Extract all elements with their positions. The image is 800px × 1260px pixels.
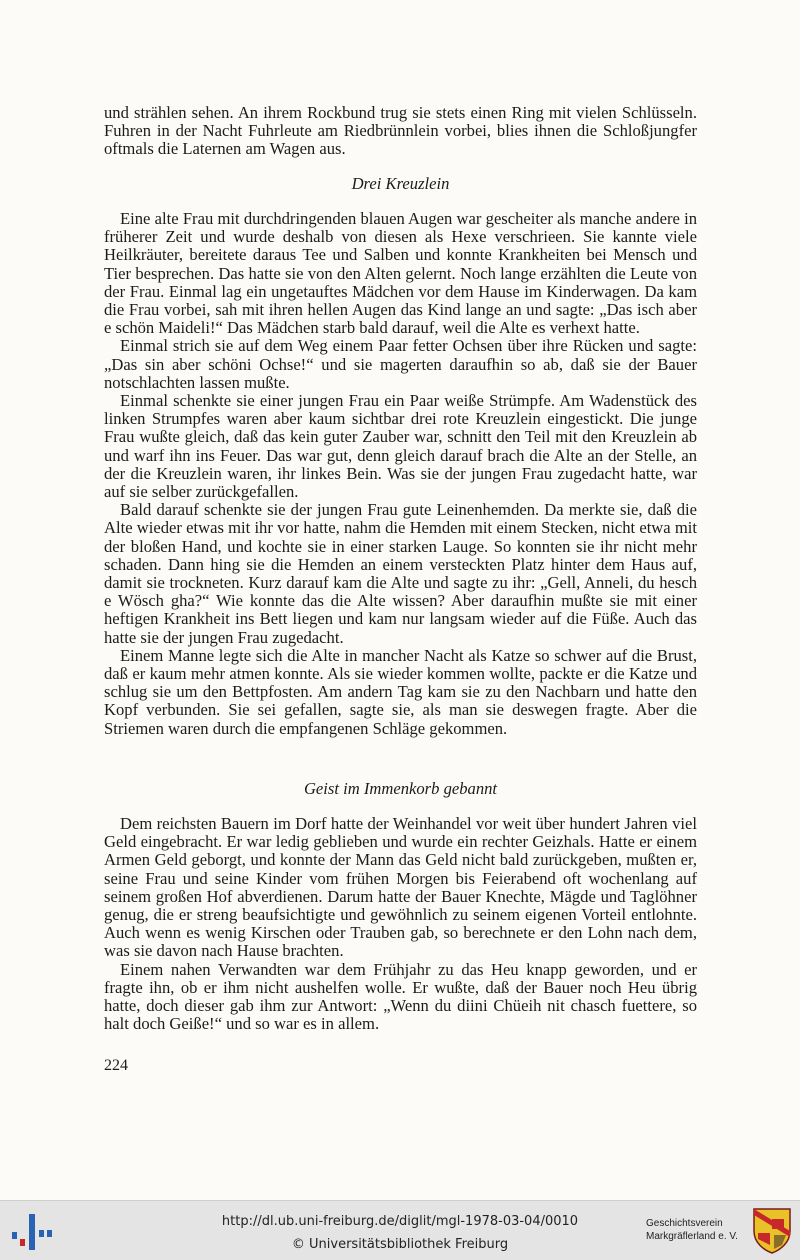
paragraph: Bald darauf schenkte sie der jungen Frau gute Leinenhemden. Da merkte sie, daß die Alte wieder etwas mit ihr vor hatte, nahm die Hemden mit einem Stecken, nicht etwa mit der bloßen Hand, und kochte sie in einer starken Lauge. So konnten sie ihr nicht mehr schaden. Dann hing sie die Hemden an einem versteckten Platz hinter dem Haus auf, damit sie trockneten. Kurz darauf kam die Alte und sagte zu ihr: „Gell, Anneli, du hesch e Wösch gha?“ Wie konnte das die Alte wissen? Aber daraufhin mußte sie mit einer heftigen Krankheit ins Bett liegen und kam nur langsam wieder auf die Füße. Auch das hatte sie der jungen Frau zugedacht. xyxy=(104,500,697,647)
section-title-geist-im-immenkorb: Geist im Immenkorb gebannt xyxy=(303,779,498,798)
page-number: 224 xyxy=(104,1057,128,1074)
section-drei-kreuzlein xyxy=(104,210,697,738)
copyright-text: © Universitätsbibliothek Freiburg xyxy=(291,1237,509,1252)
document-url-link[interactable]: http://dl.ub.uni-freiburg.de/diglit/mgl-1978-03-04/0010 xyxy=(221,1214,579,1229)
paragraph: Dem reichsten Bauern im Dorf hatte der Weinhandel vor weit über hundert Jahren viel Geld eingebracht. Er war ledig geblieben und wurde ein rechter Geizhals. Hatte er einem Armen Geld geborgt, und konnte der Mann das Geld nicht bald zurückgeben, mußten er, seine Frau und seine Kinder vom frühen Morgen bis Feierabend oft wochenlang auf seinem großen Hof abverdienen. Darum hatte der Bauer Knechte, Mägde und Taglöhner genug, die er streng beaufsichtigte und gewöhnlich zu seinem eigenen Vorteil entlohnte. Auch wenn es wenig Kirschen oder Trauben gab, so berechnete er den Lohn nach dem, was sie davon nach Hause brachten. xyxy=(104,814,697,961)
paragraph: Einmal strich sie auf dem Weg einem Paar fetter Ochsen über ihre Rücken und sagte: „Das sin aber schöni Ochse!“ und sie magerten daraufhin so ab, daß sie der Bauer notschlachten lassen mußte. xyxy=(104,336,697,392)
coat-of-arms-icon[interactable] xyxy=(752,1207,792,1254)
society-line-2: Markgräflerland e. V. xyxy=(646,1231,738,1242)
society-line-1: Geschichtsverein xyxy=(646,1218,723,1229)
viewer-footer xyxy=(0,1200,800,1260)
paragraph: Eine alte Frau mit durchdringenden blauen Augen war gescheiter als manche andere in früherer Zeit und wurde deshalb von diesen als Hexe verschrieen. Sie kannte viele Heilkräuter, bereitete daraus Tee und Salben und konnte Krankheiten bei Mensch und Tier besprechen. Das hatte sie von den Alten gelernt. Noch lange erzählten die Leute von der Frau. Einmal lag ein ungetauftes Mädchen vor dem Hause im Kinderwagen. Da kam die Frau vorbei, sah mit ihren hellen Augen das Kind lange an und sagte: „Das isch aber e schön Maideli!“ Das Mädchen starb bald darauf, weil die Alte es verhext hatte. xyxy=(104,209,697,338)
intro-paragraph: und strählen sehen. An ihrem Rockbund trug sie stets einen Ring mit vielen Schlüsseln. Fuhren in der Nacht Fuhrleute am Riedbrünnlein vorbei, blies ihnen die Schloßjungfer oftmals die Laternen am Wagen aus. xyxy=(104,103,697,159)
section-geist-im-immenkorb xyxy=(104,815,697,1033)
paragraph: Einem nahen Verwandten war dem Frühjahr zu das Heu knapp geworden, und er fragte ihn, ob er ihm nicht aushelfen wolle. Er wußte, daß der Bauer noch Heu übrig hatte, doch dieser gab ihm zur Antwort: „Wenn du diini Chüeih nit chasch fuettere, so halt doch Geiße!“ und so war es in allem. xyxy=(104,959,697,1034)
section-title-drei-kreuzlein: Drei Kreuzlein xyxy=(351,174,450,193)
society-name[interactable] xyxy=(646,1217,750,1243)
paragraph: Einem Manne legte sich die Alte in mancher Nacht als Katze so schwer auf die Brust, daß er kaum mehr atmen konnte. Als sie wieder kommen wollte, packte er die Katze und schlug sie um den Bettpfosten. Am andern Tag kam sie zu den Nachbarn und hatte den Kopf verbunden. Sie sei gefallen, sagte sie, als man sie deswegen fragte. Aber die Striemen waren durch die empfangenen Schläge gekommen. xyxy=(104,645,697,738)
intro-text xyxy=(104,104,697,159)
paragraph: Einmal schenkte sie einer jungen Frau ein Paar weiße Strümpfe. Am Wadenstück des linken Strumpfes waren aber kaum sichtbar drei rote Kreuzlein eingestickt. Die junge Frau wußte gleich, daß das kein guter Zauber war, schnitt den Teil mit den Kreuzlein ab und warf ihn ins Feuer. Das war gut, denn gleich darauf brach die Alte an der Stelle, an der die Kreuzlein waren, ihr linkes Bein. Was sie der jungen Frau zugedacht hatte, war auf sie selber zurückgefallen. xyxy=(104,391,697,502)
